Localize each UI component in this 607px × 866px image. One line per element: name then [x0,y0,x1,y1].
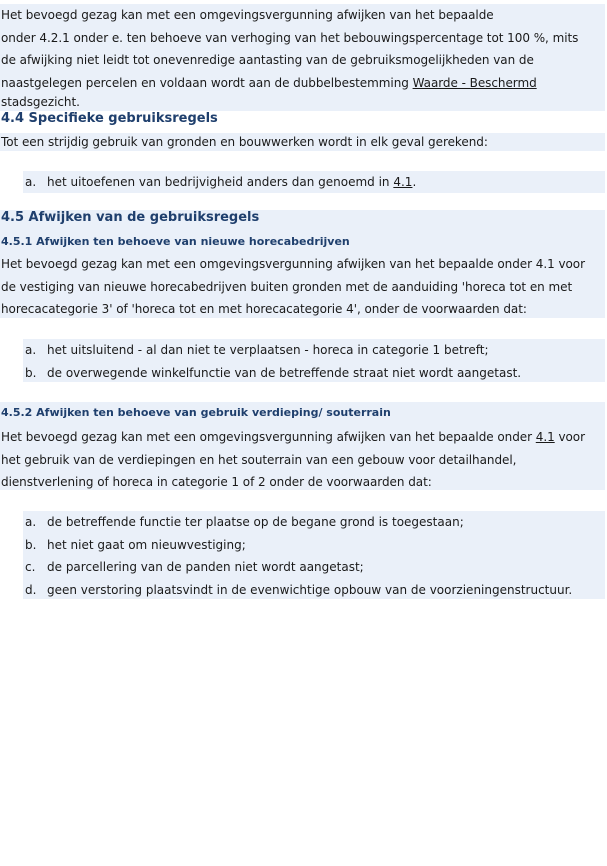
paragraph-line [0,426,605,449]
list-marker: a. [25,343,37,357]
section-4-4-intro [0,133,605,151]
paragraph-line: stadsgezicht. [1,95,80,109]
list-item [0,534,605,557]
paragraph-line: Tot een strijdig gebruik van gronden en bouwwerken wordt in elk geval gerekend: [1,135,488,149]
list-item [0,171,605,194]
list-marker: b. [25,537,37,552]
list-item-text: de betreffende functie ter plaatse op de begane grond is toegestaan; [47,515,464,529]
list-item-text: het uitoefenen van bedrijvigheid anders dan genoemd in [47,175,394,189]
list-marker: a. [25,515,37,529]
section-4-5-2-block [0,402,605,490]
list-marker: c. [25,560,36,574]
paragraph-text: naastgelegen percelen en voldaan wordt aan de dubbelbestemming [1,75,413,90]
list-marker: d. [25,582,37,597]
continuation-paragraph [0,4,605,111]
link-4-1[interactable]: 4.1 [393,175,413,189]
list-item-text: het niet gaat om nieuwvestiging; [47,537,246,552]
paragraph-line [0,72,605,95]
list-item-text: de overwegende winkelfunctie van de betreffende straat niet wordt aangetast. [47,365,522,380]
list-item-text: het uitsluitend - al dan niet te verplaatsen - horeca in categorie 1 betreft; [47,343,489,357]
paragraph-line: Het bevoegd gezag kan met een omgevingsvergunning afwijken van het bepaalde onder 4.1 voor [1,257,585,271]
paragraph-text: voor [554,430,585,444]
paragraph-text: Het bevoegd gezag kan met een omgevingsvergunning afwijken van het bepaalde onder [1,430,536,444]
list-marker: b. [25,365,37,380]
section-4-5-2-list [23,511,605,599]
section-heading-4-5: 4.5 Afwijken van de gebruiksregels [1,210,260,225]
link-4-1[interactable]: 4.1 [535,430,555,444]
section-heading-4-4: 4.4 Specifieke gebruiksregels [1,111,218,126]
list-item-text: geen verstoring plaatsvindt in de evenwichtige opbouw van de voorzieningenstructuur. [47,582,573,597]
list-item [0,511,605,534]
list-item-suffix: . [412,175,417,189]
section-4-5-block [0,210,605,318]
paragraph-line: dienstverlening of horeca in categorie 1 of 2 onder de voorwaarden dat: [1,475,432,489]
paragraph-line: horecacategorie 3' of 'horeca tot en met horecacategorie 4', onder de voorwaarden dat: [1,302,527,316]
subsection-heading-4-5-2: 4.5.2 Afwijken ten behoeve van gebruik verdieping/ souterrain [1,406,391,419]
list-item-text: de parcellering van de panden niet wordt aangetast; [47,560,364,574]
list-marker: a. [25,175,37,189]
paragraph-line: de vestiging van nieuwe horecabedrijven buiten gronden met de aanduiding 'horeca tot en met [1,279,573,294]
subsection-heading-4-5-1: 4.5.1 Afwijken ten behoeve van nieuwe horecabedrijven [1,235,350,248]
paragraph-line: het gebruik van de verdiepingen en het souterrain van een gebouw voor detailhandel, [1,452,517,467]
section-4-4-list [23,171,605,193]
link-waarde-beschermd[interactable]: Waarde - Beschermd [412,75,537,90]
paragraph-line: de afwijking niet leidt tot onevenredige aantasting van de gebruiksmogelijkheden van de [1,53,534,67]
section-4-5-1-list [23,339,605,382]
list-item [0,579,605,602]
list-item [0,362,605,385]
paragraph-line: Het bevoegd gezag kan met een omgevingsvergunning afwijken van het bepaalde [1,8,494,22]
list-item [0,339,605,362]
list-item [0,556,605,579]
paragraph-line: onder 4.2.1 onder e. ten behoeve van verhoging van het bebouwingspercentage tot 100 %, mits [1,30,579,45]
